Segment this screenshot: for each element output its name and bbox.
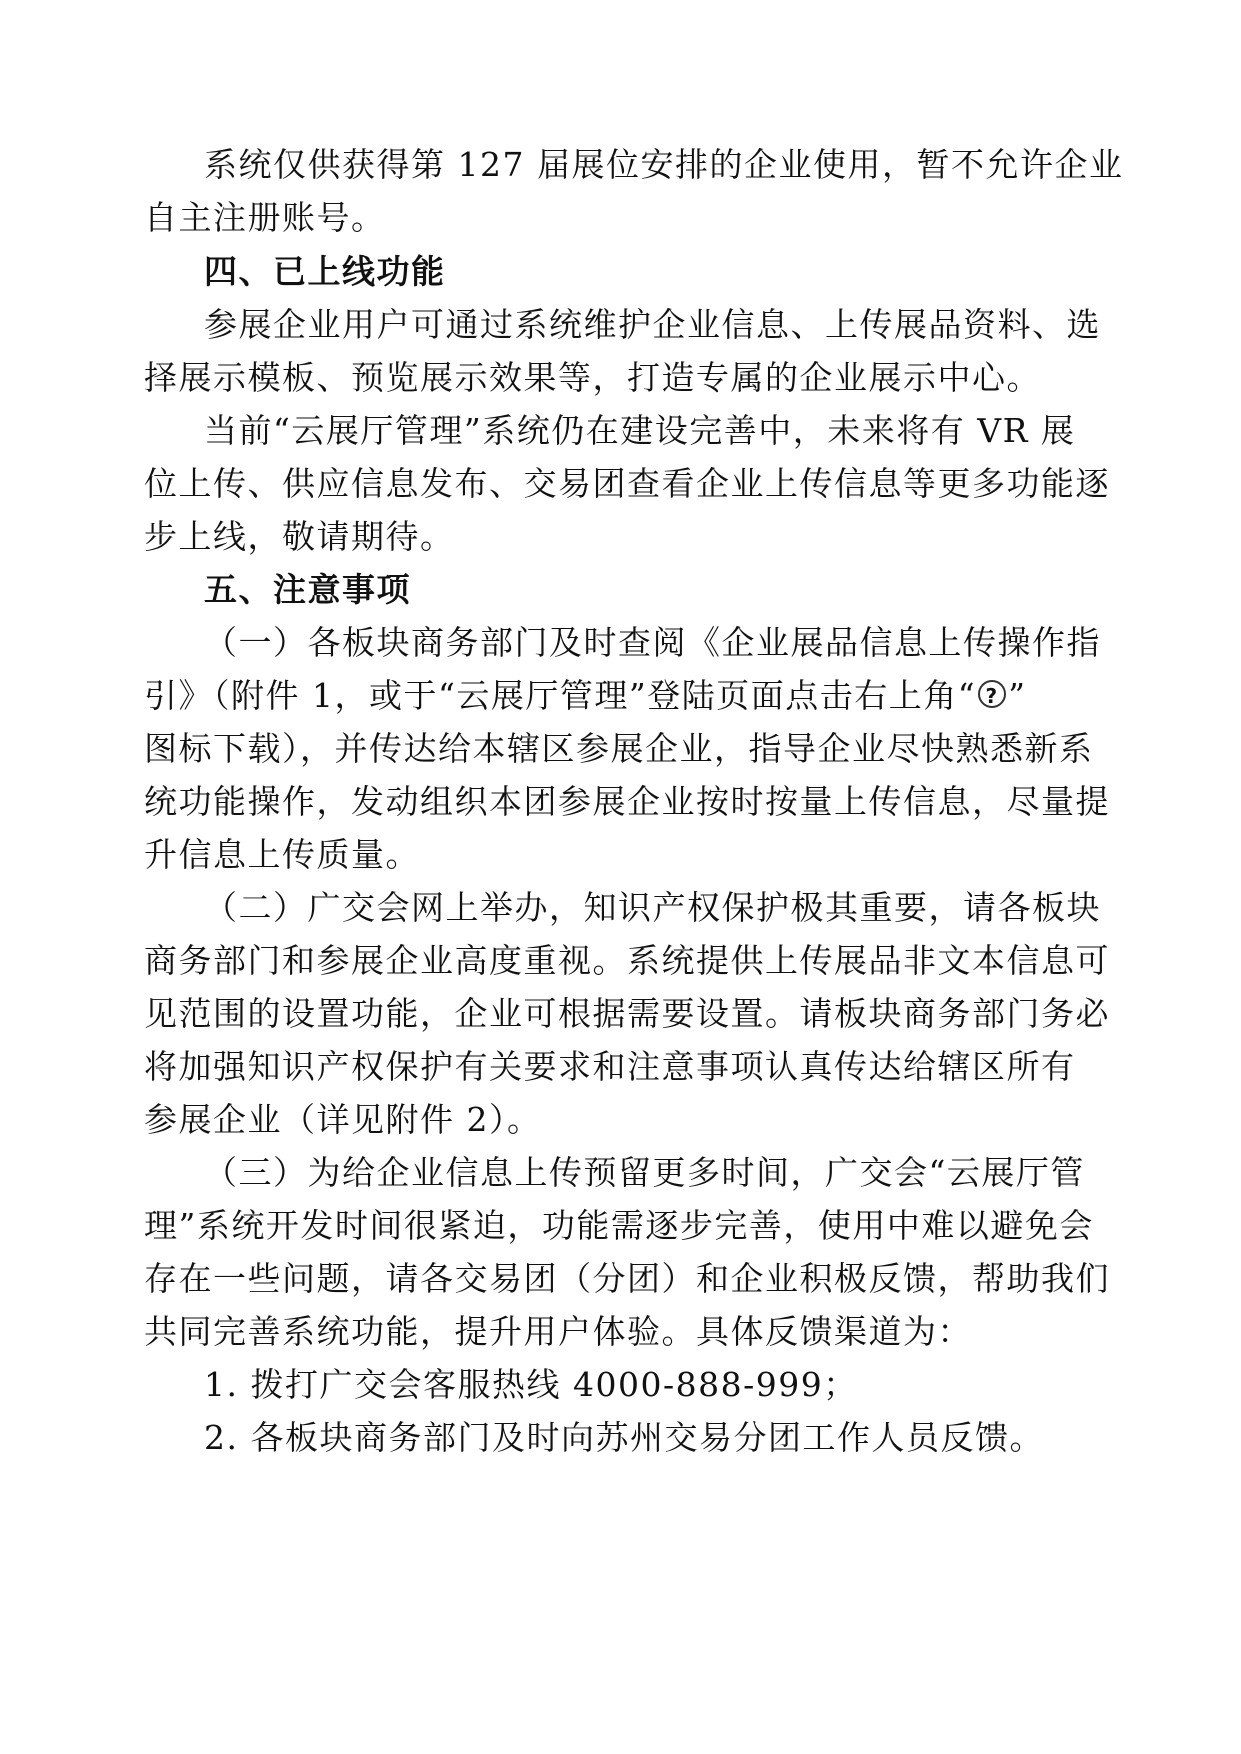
- text-line: 理”系统开发时间很紧迫，功能需逐步完善，使用中难以避免会: [144, 1206, 1094, 1245]
- text-segment: ”: [1008, 676, 1027, 715]
- text-line: 图标下载），并传达给本辖区参展企业，指导企业尽快熟悉新系: [144, 729, 1094, 768]
- text-line: 升信息上传质量。: [144, 835, 420, 874]
- text-line: 系统仅供获得第 127 届展位安排的企业使用，暂不允许企业: [204, 145, 1124, 184]
- section-heading: 五、注意事项: [204, 570, 411, 609]
- text-line: 位上传、供应信息发布、交易团查看企业上传信息等更多功能逐: [144, 464, 1110, 503]
- text-line: 商务部门和参展企业高度重视。系统提供上传展品非文本信息可: [144, 941, 1110, 980]
- help-question-icon: ?: [978, 680, 1006, 708]
- section-heading: 四、已上线功能: [204, 252, 446, 291]
- text-line: （三）为给企业信息上传预留更多时间，广交会“云展厅管: [204, 1153, 1085, 1192]
- text-line: 共同完善系统功能，提升用户体验。具体反馈渠道为：: [144, 1312, 972, 1351]
- text-line: 1. 拨打广交会客服热线 4000-888-999；: [204, 1365, 858, 1404]
- text-line: （一）各板块商务部门及时查阅《企业展品信息上传操作指: [204, 623, 1101, 662]
- text-line: 将加强知识产权保护有关要求和注意事项认真传达给辖区所有: [144, 1047, 1076, 1086]
- text-line: 见范围的设置功能，企业可根据需要设置。请板块商务部门务必: [144, 994, 1110, 1033]
- text-line: （二）广交会网上举办，知识产权保护极其重要，请各板块: [204, 888, 1101, 927]
- text-line: 择展示模板、预览展示效果等，打造专属的企业展示中心。: [144, 358, 1041, 397]
- text-line: 当前“云展厅管理”系统仍在建设完善中，未来将有 VR 展: [204, 411, 1076, 450]
- text-line: 参展企业（详见附件 2）。: [144, 1100, 542, 1139]
- text-line: 统功能操作，发动组织本团参展企业按时按量上传信息，尽量提: [144, 782, 1110, 821]
- text-line: 存在一些问题，请各交易团（分团）和企业积极反馈，帮助我们: [144, 1259, 1110, 1298]
- text-line: 2. 各板块商务部门及时向苏州交易分团工作人员反馈。: [204, 1418, 1044, 1457]
- text-line: 步上线，敬请期待。: [144, 517, 455, 556]
- text-line: 自主注册账号。: [144, 198, 386, 237]
- text-line: 参展企业用户可通过系统维护企业信息、上传展品资料、选: [204, 305, 1101, 344]
- text-line: [144, 676, 1026, 716]
- text-segment: 引》（附件 1，或于“云展厅管理”登陆页面点击右上角“: [144, 676, 977, 715]
